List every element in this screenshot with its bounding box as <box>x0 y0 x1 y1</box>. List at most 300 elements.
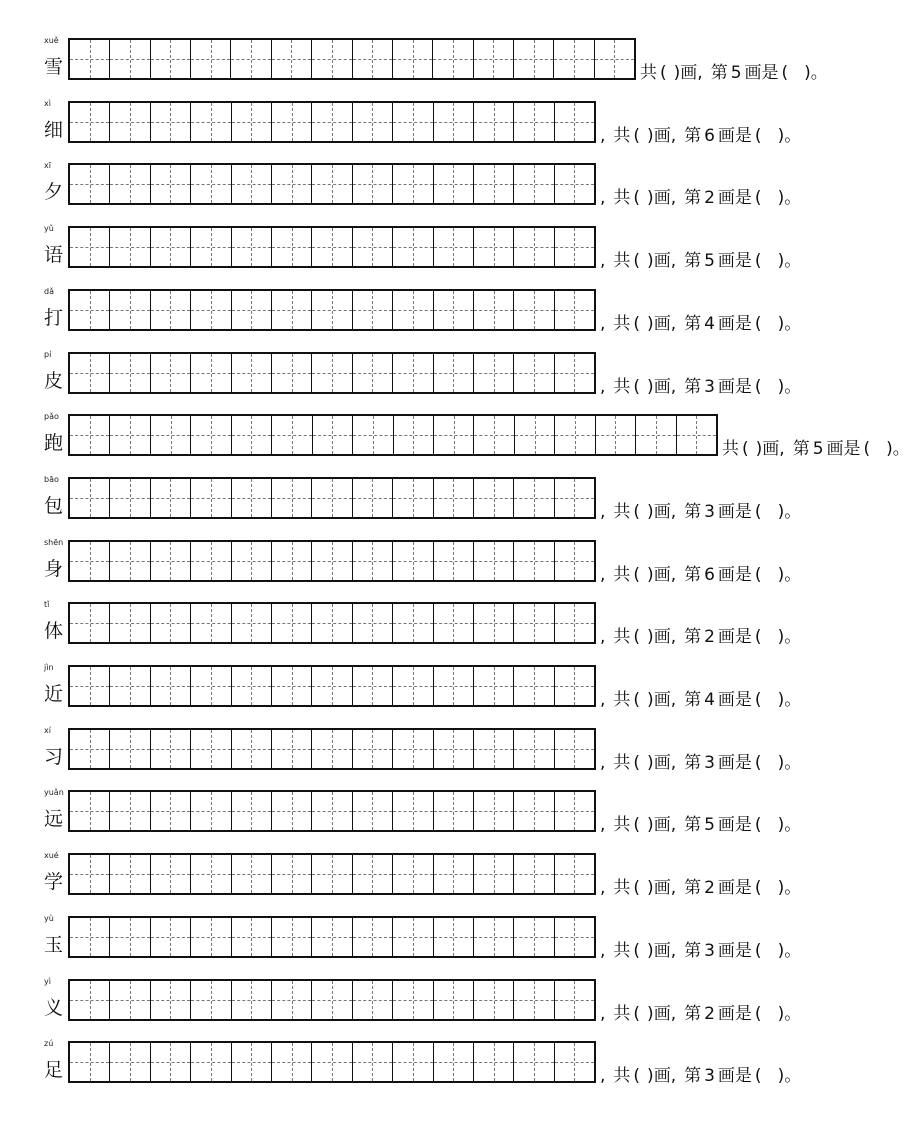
paren-open: ( <box>633 564 641 585</box>
paren-open: ( <box>754 313 762 334</box>
writing-cell[interactable] <box>151 604 191 642</box>
writing-cell[interactable] <box>272 479 312 517</box>
writing-cell[interactable] <box>191 604 231 642</box>
writing-cell[interactable] <box>272 918 312 956</box>
stroke-number: 5 <box>730 63 742 83</box>
writing-cell[interactable] <box>232 918 272 956</box>
writing-cell[interactable] <box>272 730 312 768</box>
writing-cell[interactable] <box>312 40 352 78</box>
writing-cell[interactable] <box>393 228 433 266</box>
writing-cell[interactable] <box>272 667 312 705</box>
paren-open: ( <box>633 1066 641 1087</box>
writing-cell[interactable] <box>151 792 191 830</box>
hua-shi-text: 画是 <box>717 251 752 272</box>
stroke-number: 3 <box>704 376 715 397</box>
hua-text: 画 <box>653 376 671 397</box>
writing-cell[interactable] <box>514 228 554 266</box>
writing-cell[interactable] <box>110 291 150 329</box>
writing-cell[interactable] <box>232 228 272 266</box>
writing-cell[interactable] <box>232 103 272 141</box>
writing-cell[interactable] <box>474 1043 514 1081</box>
writing-cell[interactable] <box>554 40 594 78</box>
writing-cell[interactable] <box>232 479 272 517</box>
writing-cell[interactable] <box>434 416 474 454</box>
writing-cell[interactable] <box>353 479 393 517</box>
writing-cell[interactable] <box>312 1043 352 1081</box>
chinese-character: 细 <box>44 118 64 141</box>
prefix: , <box>600 815 606 836</box>
writing-cell[interactable] <box>555 604 594 642</box>
stroke-question <box>600 564 801 586</box>
writing-cell[interactable] <box>514 479 554 517</box>
writing-cell[interactable] <box>514 103 554 141</box>
hua-text: 画 <box>653 1066 671 1087</box>
writing-cell[interactable] <box>110 228 150 266</box>
writing-cell[interactable] <box>191 103 231 141</box>
writing-cell[interactable] <box>474 918 514 956</box>
writing-cell[interactable] <box>353 918 393 956</box>
writing-cell[interactable] <box>272 981 312 1019</box>
writing-cell[interactable] <box>353 667 393 705</box>
writing-cell[interactable] <box>110 354 150 392</box>
writing-cell[interactable] <box>474 981 514 1019</box>
writing-cell[interactable] <box>353 981 393 1019</box>
writing-cell[interactable] <box>434 604 474 642</box>
writing-cell[interactable] <box>312 103 352 141</box>
writing-cell[interactable] <box>312 855 352 893</box>
paren-open: ( <box>633 752 641 773</box>
writing-cell[interactable] <box>434 855 474 893</box>
writing-cell[interactable] <box>514 354 554 392</box>
writing-cell[interactable] <box>514 291 554 329</box>
hua-text: 画 <box>653 752 671 773</box>
writing-cell[interactable] <box>474 291 514 329</box>
writing-cell[interactable] <box>272 792 312 830</box>
writing-cell[interactable] <box>312 604 352 642</box>
writing-cell[interactable] <box>232 792 272 830</box>
writing-cell[interactable] <box>151 667 191 705</box>
writing-cell[interactable] <box>110 792 150 830</box>
writing-cell[interactable] <box>434 542 474 580</box>
writing-cell[interactable] <box>474 667 514 705</box>
writing-cell[interactable] <box>353 354 393 392</box>
writing-cell[interactable] <box>474 165 514 203</box>
writing-cell[interactable] <box>353 542 393 580</box>
writing-cell[interactable] <box>434 291 474 329</box>
writing-cell[interactable] <box>555 103 594 141</box>
hua-shi-text: 画是 <box>744 63 779 83</box>
writing-cell[interactable] <box>434 667 474 705</box>
gong-text: 共 <box>613 125 631 146</box>
writing-cell[interactable] <box>312 354 352 392</box>
gong-text: 共 <box>613 313 631 334</box>
writing-cell[interactable] <box>151 103 191 141</box>
stroke-number: 4 <box>704 313 715 334</box>
writing-cell[interactable] <box>393 981 433 1019</box>
writing-cell[interactable] <box>393 855 433 893</box>
writing-cell[interactable] <box>353 416 393 454</box>
period-text: 。 <box>784 376 802 397</box>
writing-cell[interactable] <box>555 228 594 266</box>
writing-cell[interactable] <box>70 228 110 266</box>
writing-cell[interactable] <box>393 730 433 768</box>
hua-shi-text: 画是 <box>717 1066 752 1087</box>
writing-cell[interactable] <box>555 542 594 580</box>
paren-close: ) <box>647 1003 654 1024</box>
writing-cell[interactable] <box>232 730 272 768</box>
prefix: , <box>600 313 606 334</box>
writing-cell[interactable] <box>191 165 231 203</box>
paren-close: ) <box>777 376 785 397</box>
writing-cell[interactable] <box>514 667 554 705</box>
worksheet-row <box>0 663 800 711</box>
writing-cell[interactable] <box>434 792 474 830</box>
worksheet-row <box>0 350 800 398</box>
writing-cell[interactable] <box>474 228 514 266</box>
writing-cell[interactable] <box>353 165 393 203</box>
writing-cell[interactable] <box>434 981 474 1019</box>
writing-cell[interactable] <box>555 354 594 392</box>
writing-cell[interactable] <box>514 855 554 893</box>
stroke-number: 5 <box>704 815 715 836</box>
writing-cell[interactable] <box>474 354 514 392</box>
pinyin-label: xī <box>44 161 51 171</box>
writing-cell[interactable] <box>151 479 191 517</box>
writing-cell[interactable] <box>312 228 352 266</box>
writing-cell[interactable] <box>70 981 110 1019</box>
comma-text: , <box>670 940 677 961</box>
writing-cell[interactable] <box>434 918 474 956</box>
writing-cell[interactable] <box>474 479 514 517</box>
writing-cell[interactable] <box>474 542 514 580</box>
writing-cell[interactable] <box>433 40 473 78</box>
writing-cell[interactable] <box>555 667 594 705</box>
writing-cell[interactable] <box>151 730 191 768</box>
writing-cell[interactable] <box>191 542 231 580</box>
writing-cell[interactable] <box>393 40 433 78</box>
paren-open: ( <box>633 940 641 961</box>
writing-cell[interactable] <box>110 165 150 203</box>
writing-cell[interactable] <box>555 730 594 768</box>
writing-cell[interactable] <box>70 855 110 893</box>
writing-cell[interactable] <box>555 479 594 517</box>
period-text: 。 <box>784 940 802 961</box>
writing-cell[interactable] <box>232 165 272 203</box>
writing-cell[interactable] <box>312 291 352 329</box>
writing-cell[interactable] <box>151 1043 191 1081</box>
writing-cell[interactable] <box>110 981 150 1019</box>
writing-cell[interactable] <box>434 730 474 768</box>
writing-cell[interactable] <box>70 604 110 642</box>
writing-cell[interactable] <box>272 416 312 454</box>
paren-close: ) <box>647 627 654 648</box>
writing-cell[interactable] <box>353 855 393 893</box>
writing-cell[interactable] <box>272 354 312 392</box>
writing-cell[interactable] <box>393 354 433 392</box>
writing-cell[interactable] <box>514 542 554 580</box>
period-text: 。 <box>784 815 802 836</box>
writing-cell[interactable] <box>110 1043 150 1081</box>
writing-cell[interactable] <box>232 542 272 580</box>
writing-cell[interactable] <box>353 730 393 768</box>
writing-cell[interactable] <box>110 918 150 956</box>
writing-cell[interactable] <box>555 1043 594 1081</box>
pinyin-label: pí <box>44 349 52 359</box>
writing-cell[interactable] <box>110 103 150 141</box>
writing-cell[interactable] <box>272 542 312 580</box>
stroke-question <box>600 501 801 523</box>
writing-cell[interactable] <box>70 667 110 705</box>
hua-shi-text: 画是 <box>717 313 752 334</box>
writing-cell[interactable] <box>555 918 594 956</box>
writing-cell[interactable] <box>393 542 433 580</box>
writing-cell[interactable] <box>434 1043 474 1081</box>
writing-cell[interactable] <box>272 291 312 329</box>
writing-cell[interactable] <box>191 479 231 517</box>
stroke-writing-grid <box>68 163 596 205</box>
writing-cell[interactable] <box>434 479 474 517</box>
comma-text: , <box>670 878 677 899</box>
writing-cell[interactable] <box>272 604 312 642</box>
writing-cell[interactable] <box>151 291 191 329</box>
writing-cell[interactable] <box>70 354 110 392</box>
stroke-question <box>600 250 801 272</box>
writing-cell[interactable] <box>151 981 191 1019</box>
stroke-question <box>722 438 910 460</box>
pinyin-label: xuě <box>44 36 59 45</box>
writing-cell[interactable] <box>514 604 554 642</box>
worksheet-row <box>0 287 800 335</box>
writing-cell[interactable] <box>232 604 272 642</box>
writing-cell[interactable] <box>70 165 110 203</box>
writing-cell[interactable] <box>232 667 272 705</box>
paren-open: ( <box>754 376 762 397</box>
writing-cell[interactable] <box>474 416 514 454</box>
writing-cell[interactable] <box>191 792 231 830</box>
writing-cell[interactable] <box>151 165 191 203</box>
writing-cell[interactable] <box>191 40 231 78</box>
writing-cell[interactable] <box>555 981 594 1019</box>
chinese-character: 皮 <box>44 369 64 392</box>
writing-cell[interactable] <box>272 165 312 203</box>
writing-cell[interactable] <box>191 354 231 392</box>
writing-cell[interactable] <box>232 855 272 893</box>
pinyin-label: shēn <box>44 537 64 547</box>
writing-cell[interactable] <box>312 792 352 830</box>
writing-cell[interactable] <box>555 416 595 454</box>
writing-cell[interactable] <box>514 40 554 78</box>
writing-cell[interactable] <box>110 479 150 517</box>
writing-cell[interactable] <box>151 542 191 580</box>
stroke-question <box>600 1065 801 1087</box>
writing-cell[interactable] <box>555 165 594 203</box>
pinyin-label: xué <box>44 851 59 861</box>
writing-cell[interactable] <box>110 604 150 642</box>
writing-cell[interactable] <box>110 667 150 705</box>
hua-shi-text: 画是 <box>717 878 752 899</box>
paren-close: ) <box>777 1003 785 1024</box>
writing-cell[interactable] <box>636 416 676 454</box>
writing-cell[interactable] <box>191 981 231 1019</box>
writing-cell[interactable] <box>393 291 433 329</box>
writing-cell[interactable] <box>474 40 514 78</box>
writing-cell[interactable] <box>232 291 272 329</box>
writing-cell[interactable] <box>313 416 353 454</box>
writing-cell[interactable] <box>232 416 272 454</box>
writing-cell[interactable] <box>393 667 433 705</box>
writing-cell[interactable] <box>70 291 110 329</box>
stroke-number: 3 <box>704 752 715 773</box>
writing-cell[interactable] <box>312 981 352 1019</box>
writing-cell[interactable] <box>514 730 554 768</box>
writing-cell[interactable] <box>474 792 514 830</box>
pinyin-label: yì <box>44 976 51 986</box>
writing-cell[interactable] <box>70 416 110 454</box>
writing-cell[interactable] <box>555 855 594 893</box>
writing-cell[interactable] <box>272 855 312 893</box>
stroke-writing-grid <box>68 289 596 331</box>
writing-cell[interactable] <box>191 667 231 705</box>
paren-open: ( <box>633 1003 641 1024</box>
writing-cell[interactable] <box>272 103 312 141</box>
writing-cell[interactable] <box>353 40 393 78</box>
writing-cell[interactable] <box>191 730 231 768</box>
stroke-writing-grid <box>68 226 596 268</box>
writing-cell[interactable] <box>110 542 150 580</box>
writing-cell[interactable] <box>393 103 433 141</box>
writing-cell[interactable] <box>191 918 231 956</box>
writing-cell[interactable] <box>393 792 433 830</box>
writing-cell[interactable] <box>70 542 110 580</box>
writing-cell[interactable] <box>394 416 434 454</box>
writing-cell[interactable] <box>110 855 150 893</box>
writing-cell[interactable] <box>232 981 272 1019</box>
writing-cell[interactable] <box>353 228 393 266</box>
writing-cell[interactable] <box>312 667 352 705</box>
writing-cell[interactable] <box>70 40 110 78</box>
writing-cell[interactable] <box>151 40 191 78</box>
writing-cell[interactable] <box>393 1043 433 1081</box>
writing-cell[interactable] <box>191 855 231 893</box>
writing-cell[interactable] <box>514 1043 554 1081</box>
writing-cell[interactable] <box>474 103 514 141</box>
writing-cell[interactable] <box>70 103 110 141</box>
writing-cell[interactable] <box>555 291 594 329</box>
paren-open: ( <box>754 815 762 836</box>
writing-cell[interactable] <box>151 354 191 392</box>
di-text: 第 <box>710 63 728 83</box>
paren-open: ( <box>754 940 762 961</box>
writing-cell[interactable] <box>232 1043 272 1081</box>
writing-cell[interactable] <box>393 479 433 517</box>
writing-cell[interactable] <box>353 604 393 642</box>
pinyin-label: yuǎn <box>44 788 64 798</box>
writing-cell[interactable] <box>514 792 554 830</box>
writing-cell[interactable] <box>191 228 231 266</box>
writing-cell[interactable] <box>514 165 554 203</box>
writing-cell[interactable] <box>393 918 433 956</box>
writing-cell[interactable] <box>555 792 594 830</box>
writing-cell[interactable] <box>353 1043 393 1081</box>
prefix: , <box>600 564 606 585</box>
writing-cell[interactable] <box>70 918 110 956</box>
pinyin-label: dǎ <box>44 286 54 296</box>
chinese-character: 体 <box>44 620 64 643</box>
writing-cell[interactable] <box>596 416 636 454</box>
hua-shi-text: 画是 <box>717 501 752 522</box>
writing-cell[interactable] <box>595 40 634 78</box>
writing-cell[interactable] <box>191 1043 231 1081</box>
writing-cell[interactable] <box>353 792 393 830</box>
writing-cell[interactable] <box>514 918 554 956</box>
di-text: 第 <box>684 815 702 836</box>
chinese-character: 雪 <box>44 56 64 78</box>
writing-cell[interactable] <box>474 855 514 893</box>
paren-open: ( <box>633 313 641 334</box>
writing-cell[interactable] <box>515 416 555 454</box>
writing-cell[interactable] <box>434 228 474 266</box>
writing-cell[interactable] <box>70 479 110 517</box>
writing-cell[interactable] <box>70 1043 110 1081</box>
writing-cell[interactable] <box>110 730 150 768</box>
writing-cell[interactable] <box>312 479 352 517</box>
writing-cell[interactable] <box>434 354 474 392</box>
writing-cell[interactable] <box>70 792 110 830</box>
paren-close: ) <box>777 1066 785 1087</box>
writing-cell[interactable] <box>312 542 352 580</box>
writing-cell[interactable] <box>191 416 231 454</box>
writing-cell[interactable] <box>353 103 393 141</box>
writing-cell[interactable] <box>151 416 191 454</box>
writing-cell[interactable] <box>110 416 150 454</box>
writing-cell[interactable] <box>272 40 312 78</box>
writing-cell[interactable] <box>231 40 271 78</box>
writing-cell[interactable] <box>474 730 514 768</box>
writing-cell[interactable] <box>677 416 716 454</box>
writing-cell[interactable] <box>151 228 191 266</box>
writing-cell[interactable] <box>393 604 433 642</box>
writing-cell[interactable] <box>312 730 352 768</box>
prefix: , <box>600 1066 606 1087</box>
writing-cell[interactable] <box>272 228 312 266</box>
period-text: 。 <box>784 752 802 773</box>
writing-cell[interactable] <box>353 291 393 329</box>
writing-cell[interactable] <box>434 103 474 141</box>
worksheet-row <box>0 36 828 84</box>
writing-cell[interactable] <box>393 165 433 203</box>
writing-cell[interactable] <box>70 730 110 768</box>
writing-cell[interactable] <box>272 1043 312 1081</box>
hua-text: 画 <box>653 313 671 334</box>
writing-cell[interactable] <box>151 855 191 893</box>
hua-text: 画 <box>653 878 671 899</box>
writing-cell[interactable] <box>474 604 514 642</box>
writing-cell[interactable] <box>312 918 352 956</box>
writing-cell[interactable] <box>151 918 191 956</box>
paren-open: ( <box>754 188 762 209</box>
paren-close: ) <box>886 439 893 460</box>
writing-cell[interactable] <box>434 165 474 203</box>
gong-text: 共 <box>613 815 631 836</box>
writing-cell[interactable] <box>110 40 150 78</box>
chinese-character: 夕 <box>44 181 64 204</box>
writing-cell[interactable] <box>232 354 272 392</box>
writing-cell[interactable] <box>514 981 554 1019</box>
writing-cell[interactable] <box>191 291 231 329</box>
gong-text: 共 <box>613 752 631 773</box>
writing-cell[interactable] <box>312 165 352 203</box>
di-text: 第 <box>684 376 702 397</box>
